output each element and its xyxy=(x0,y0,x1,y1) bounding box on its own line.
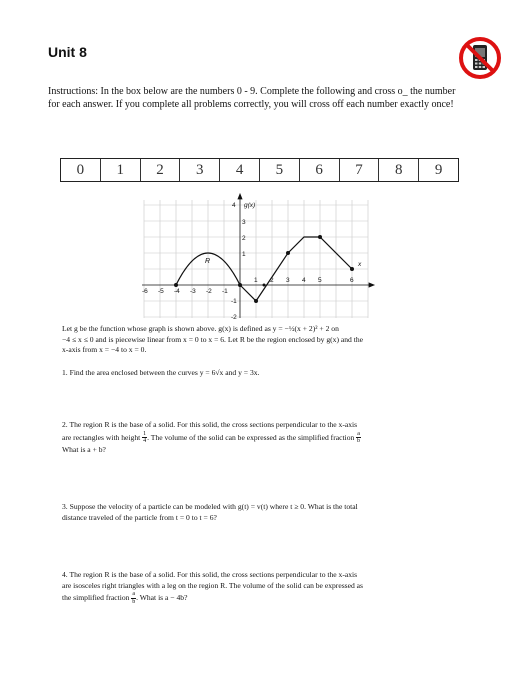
x-tick: 1 xyxy=(254,277,258,284)
no-cellphone-icon xyxy=(458,36,502,80)
x-tick: 4 xyxy=(302,277,306,284)
question-2 xyxy=(62,420,452,455)
question-2-line: What is a + b? xyxy=(62,444,106,454)
y-tick: 3 xyxy=(242,219,246,226)
problem-setup xyxy=(62,324,442,356)
number-cell[interactable]: 0 xyxy=(61,159,101,181)
setup-line: x-axis from x = −4 to x = 0. xyxy=(62,345,147,354)
number-box xyxy=(60,158,459,182)
number-cell[interactable]: 7 xyxy=(340,159,380,181)
x-tick: -3 xyxy=(190,288,196,295)
y-tick: 1 xyxy=(242,251,246,258)
fraction-a-over-b xyxy=(356,431,361,445)
fraction-numerator: 1 xyxy=(143,430,147,437)
fraction-denominator: b xyxy=(132,598,136,605)
setup-line: −4 ≤ x ≤ 0 and is piecewise linear from x = 0 to x = 6. Let R be the region enclosed by g(x) and the xyxy=(62,334,364,344)
page-title: Unit 8 xyxy=(48,44,87,60)
x-axis-label: x xyxy=(358,261,362,268)
question-2-text: . The volume of the solid can be expressed as the simplified fraction xyxy=(147,432,355,442)
x-tick: 3 xyxy=(286,277,290,284)
x-tick: -5 xyxy=(158,288,164,295)
fraction-denominator: b xyxy=(357,438,361,444)
region-label: R xyxy=(205,258,211,265)
question-4-line xyxy=(62,591,457,605)
question-3-line: distance traveled of the particle from t = 0 to t = 6? xyxy=(62,512,217,522)
question-4-text: the simplified fraction xyxy=(62,592,130,602)
fraction-denominator: 4 xyxy=(143,438,147,444)
x-tick: -1 xyxy=(222,288,228,295)
question-4-text: . What is a − 4b? xyxy=(136,592,188,602)
question-3-line: 3. Suppose the velocity of a particle can be modeled with g(t) = v(t) where t ≥ 0. What is the total xyxy=(62,502,358,511)
question-4-line: are isosceles right triangles with a leg on the region R. The volume of the solid can be expressed as xyxy=(62,580,363,590)
question-2-line: 2. The region R is the base of a solid. For this solid, the cross sections perpendicular to the x-axis xyxy=(62,420,358,429)
question-2-line xyxy=(62,431,452,445)
x-tick: 2 xyxy=(270,277,274,284)
x-tick: -2 xyxy=(206,288,212,295)
x-tick: -6 xyxy=(142,288,148,295)
function-graph xyxy=(140,190,380,320)
y-tick: 4 xyxy=(232,202,236,209)
number-cell[interactable]: 2 xyxy=(141,159,181,181)
x-tick: -4 xyxy=(174,288,180,295)
number-cell[interactable]: 3 xyxy=(180,159,220,181)
number-cell[interactable]: 8 xyxy=(379,159,419,181)
number-cell[interactable]: 9 xyxy=(434,162,443,178)
instructions: Instructions: In the box below are the numbers 0 - 9. Complete the following and cross o_ the number for each answer. If you complete all problems correctly, you will cross off each number exactly once! xyxy=(48,86,456,110)
question-3 xyxy=(62,502,452,523)
y-tick: 2 xyxy=(242,235,246,242)
question-4-line: 4. The region R is the base of a solid. For this solid, the cross sections perpendicular to the x-axis xyxy=(62,570,358,579)
setup-line: Let g be the function whose graph is shown above. g(x) is defined as y = −½(x + 2)² + 2 on xyxy=(62,324,339,333)
y-tick: -2 xyxy=(231,314,237,320)
question-2-text: are rectangles with height xyxy=(62,432,141,442)
x-tick: 5 xyxy=(318,277,322,284)
function-label: g(x) xyxy=(244,202,256,209)
question-4 xyxy=(62,570,457,605)
number-cell[interactable]: 4 xyxy=(220,159,260,181)
y-tick: -1 xyxy=(231,298,237,305)
fraction-numerator: a xyxy=(132,591,136,597)
fraction-numerator: a xyxy=(357,430,360,437)
question-1: 1. Find the area enclosed between the curves y = 6√x and y = 3x. xyxy=(62,368,260,377)
x-tick: 6 xyxy=(350,277,354,284)
number-cell[interactable]: 1 xyxy=(101,159,141,181)
number-cell[interactable]: 5 xyxy=(260,159,300,181)
number-cell[interactable]: 6 xyxy=(300,159,340,181)
